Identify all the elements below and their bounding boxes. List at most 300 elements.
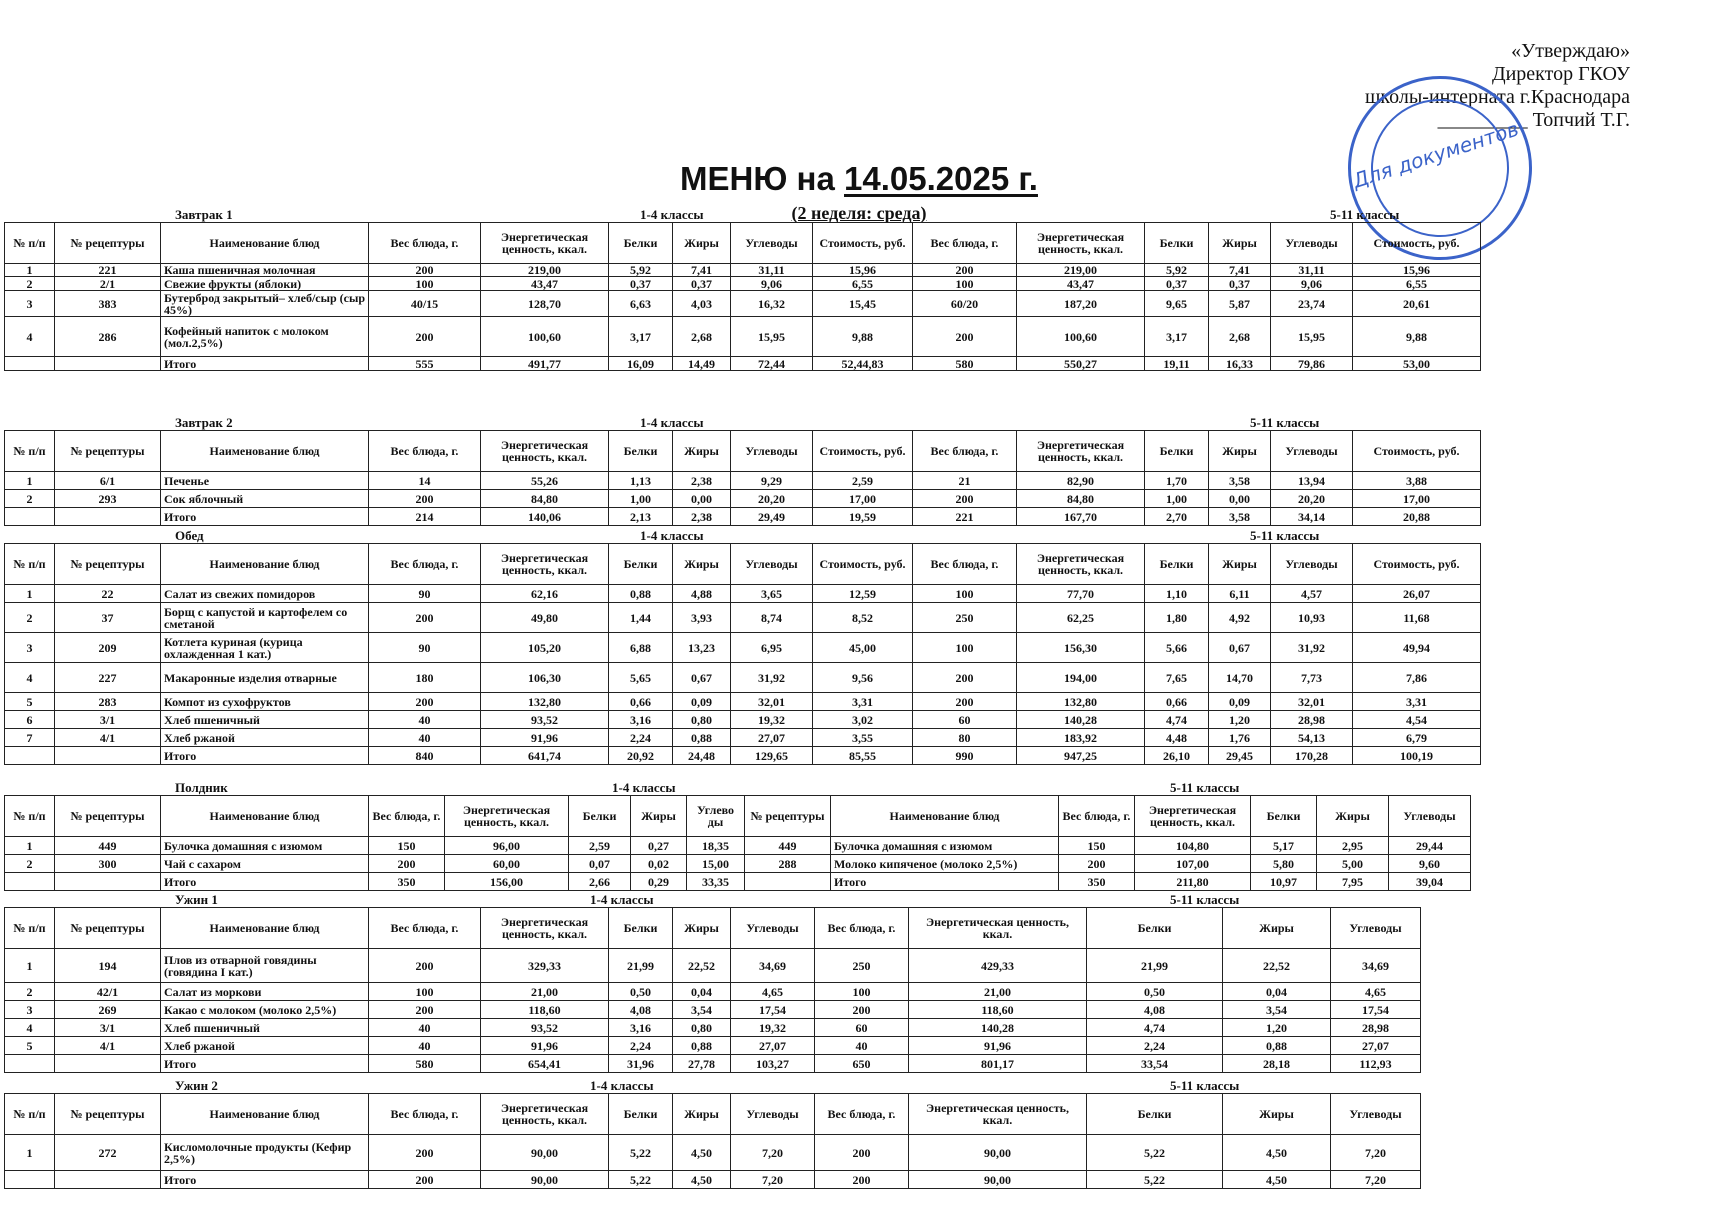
column-header-fat: Жиры <box>673 908 731 949</box>
column-header-carbs: Углеводы <box>731 544 813 585</box>
table-cell: 118,60 <box>909 1001 1087 1019</box>
table-cell: 21 <box>913 472 1017 490</box>
table-cell: 16,09 <box>609 357 673 371</box>
column-header-recipe: № рецептуры <box>55 1094 161 1135</box>
table-cell <box>5 357 55 371</box>
column-header-carbs: Углеводы <box>731 223 813 264</box>
table-header-row <box>5 431 1481 472</box>
table-cell: 200 <box>815 1171 909 1189</box>
table-cell: 10,93 <box>1271 603 1353 633</box>
table-cell: 1,13 <box>609 472 673 490</box>
column-header-fat: Жиры <box>1223 908 1331 949</box>
table-cell: 580 <box>913 357 1017 371</box>
table-cell: 200 <box>369 1171 481 1189</box>
table-cell: 7,41 <box>673 264 731 277</box>
column-header-cost: Стоимость, руб. <box>1353 223 1481 264</box>
table-cell: 1,44 <box>609 603 673 633</box>
table-cell: 6/1 <box>55 472 161 490</box>
table-cell: 19,32 <box>731 1019 815 1037</box>
table-cell: 103,27 <box>731 1055 815 1073</box>
dinner2-label-row <box>0 1078 1718 1092</box>
table-cell: 20,61 <box>1353 291 1481 317</box>
table-row <box>5 317 1481 357</box>
column-header-recipe_short: № рецептуры <box>745 796 831 837</box>
table-cell: Салат из свежих помидоров <box>161 585 369 603</box>
table-cell: 3,31 <box>1353 693 1481 711</box>
table-cell: 1,10 <box>1145 585 1209 603</box>
table-cell: 7,20 <box>731 1135 815 1171</box>
table-cell: 27,07 <box>731 729 813 747</box>
table-cell: 7,41 <box>1209 264 1271 277</box>
column-header-carbs: Углеводы <box>731 1094 815 1135</box>
table-cell: 27,07 <box>1331 1037 1421 1055</box>
column-header-carbs: Углеводы <box>731 431 813 472</box>
table-cell: 6,95 <box>731 633 813 663</box>
table-row <box>5 633 1481 663</box>
page-subtitle: (2 неделя: среда) <box>791 203 927 223</box>
column-header-energy: Энергетическая ценность, ккал. <box>481 223 609 264</box>
column-header-protein: Белки <box>1087 908 1223 949</box>
column-header-energy: Энергетическая ценность, ккал. <box>481 431 609 472</box>
table-cell: 0,37 <box>609 277 673 291</box>
table-cell: 1 <box>5 585 55 603</box>
table-cell: 72,44 <box>731 357 813 371</box>
table-cell: 5,87 <box>1209 291 1271 317</box>
table-cell: 2,66 <box>569 873 631 891</box>
table-cell: 34,69 <box>731 949 815 983</box>
table-row <box>5 277 1481 291</box>
table-cell: 12,59 <box>813 585 913 603</box>
table-cell: 194,00 <box>1017 663 1145 693</box>
table-cell: 300 <box>55 855 161 873</box>
column-header-weight: Вес блюда, г. <box>815 1094 909 1135</box>
table-cell: 84,80 <box>1017 490 1145 508</box>
table-cell: 0,66 <box>1145 693 1209 711</box>
table-cell: 0,50 <box>609 983 673 1001</box>
table-cell <box>55 1171 161 1189</box>
table-cell: 200 <box>913 317 1017 357</box>
table-cell: 15,96 <box>1353 264 1481 277</box>
total-row <box>5 747 1481 765</box>
table-cell: 3,65 <box>731 585 813 603</box>
table-cell: 9,56 <box>813 663 913 693</box>
table-cell: 31,92 <box>731 663 813 693</box>
table-cell: 4,74 <box>1087 1019 1223 1037</box>
table-cell: 80 <box>913 729 1017 747</box>
table-cell: 449 <box>745 837 831 855</box>
column-header-energy: Энергетическая ценность, ккал. <box>1135 796 1251 837</box>
table-cell <box>5 1171 55 1189</box>
table-cell: 227 <box>55 663 161 693</box>
table-cell: 211,80 <box>1135 873 1251 891</box>
table-row <box>5 983 1421 1001</box>
table-cell: 200 <box>369 855 445 873</box>
table-cell: 7,20 <box>1331 1135 1421 1171</box>
table-cell: 221 <box>913 508 1017 526</box>
table-cell: 26,07 <box>1353 585 1481 603</box>
table-cell: 200 <box>913 693 1017 711</box>
table-cell: 13,94 <box>1271 472 1353 490</box>
column-header-protein: Белки <box>609 544 673 585</box>
approval-line-2: Директор ГКОУ <box>1491 63 1630 85</box>
table-cell: 2 <box>5 603 55 633</box>
table-cell: 32,01 <box>731 693 813 711</box>
table-cell: 100 <box>913 633 1017 663</box>
table-cell: 100 <box>369 983 481 1001</box>
table-cell: 32,01 <box>1271 693 1353 711</box>
table-cell: 100,60 <box>1017 317 1145 357</box>
table-cell: 0,50 <box>1087 983 1223 1001</box>
column-header-dish: Наименование блюд <box>161 223 369 264</box>
total-row <box>5 1055 1421 1073</box>
table-cell: Итого <box>161 508 369 526</box>
column-header-num: № п/п <box>5 1094 55 1135</box>
table-header-row <box>5 1094 1421 1135</box>
table-cell: 39,04 <box>1389 873 1471 891</box>
table-cell <box>55 747 161 765</box>
table-cell: 90,00 <box>909 1135 1087 1171</box>
table-cell: 5,80 <box>1251 855 1317 873</box>
table-cell: 40 <box>815 1037 909 1055</box>
stamp-text: Для документов <box>1349 116 1522 193</box>
column-header-fat: Жиры <box>1209 431 1271 472</box>
table-cell: 491,77 <box>481 357 609 371</box>
table-cell: 33,35 <box>687 873 745 891</box>
table-cell: 18,35 <box>687 837 745 855</box>
table-cell: 14,49 <box>673 357 731 371</box>
table-cell: 167,70 <box>1017 508 1145 526</box>
table-cell: 0,37 <box>1209 277 1271 291</box>
column-header-energy: Энергетическая ценность, ккал. <box>445 796 569 837</box>
column-header-fat: Жиры <box>1317 796 1389 837</box>
dinner1-title: Ужин 1 <box>175 892 218 907</box>
dinner1-table <box>4 907 1421 1073</box>
column-header-weight: Вес блюда, г. <box>815 908 909 949</box>
table-cell: 8,52 <box>813 603 913 633</box>
column-header-num: № п/п <box>5 431 55 472</box>
table-row <box>5 490 1481 508</box>
column-header-protein: Белки <box>609 223 673 264</box>
column-header-weight: Вес блюда, г. <box>369 796 445 837</box>
dinner2-group-junior: 1-4 классы <box>590 1078 654 1093</box>
table-row <box>5 1037 1421 1055</box>
table-cell: 0,27 <box>631 837 687 855</box>
column-header-num: № п/п <box>5 223 55 264</box>
table-cell: 4 <box>5 1019 55 1037</box>
lunch-group-junior: 1-4 классы <box>640 528 704 543</box>
column-header-fat: Жиры <box>1209 223 1271 264</box>
table-cell: 100 <box>369 277 481 291</box>
table-cell: Итого <box>161 873 369 891</box>
table-cell: 3,02 <box>813 711 913 729</box>
dinner2-title: Ужин 2 <box>175 1078 218 1093</box>
table-cell: Печенье <box>161 472 369 490</box>
table-cell: 29,49 <box>731 508 813 526</box>
column-header-protein: Белки <box>609 1094 673 1135</box>
table-cell: 0,88 <box>673 1037 731 1055</box>
table-cell: 1,76 <box>1209 729 1271 747</box>
table-cell: 22,52 <box>673 949 731 983</box>
column-header-protein: Белки <box>609 431 673 472</box>
table-cell: 40 <box>369 1037 481 1055</box>
column-header-weight: Вес блюда, г. <box>913 223 1017 264</box>
column-header-weight: Вес блюда, г. <box>369 431 481 472</box>
breakfast2-group-junior: 1-4 классы <box>640 415 704 430</box>
column-header-carbs: Углеводы <box>731 908 815 949</box>
table-cell: 13,23 <box>673 633 731 663</box>
table-cell: 3,54 <box>1223 1001 1331 1019</box>
table-cell <box>5 508 55 526</box>
column-header-carbs: Углеводы <box>1331 908 1421 949</box>
table-cell: 4,08 <box>609 1001 673 1019</box>
table-cell: 31,11 <box>1271 264 1353 277</box>
breakfast1-group-senior: 5-11 классы <box>1330 207 1400 222</box>
table-cell: 93,52 <box>481 711 609 729</box>
total-row <box>5 508 1481 526</box>
column-header-recipe: № рецептуры <box>55 796 161 837</box>
table-cell: 2,70 <box>1145 508 1209 526</box>
table-cell: 19,59 <box>813 508 913 526</box>
table-cell: 293 <box>55 490 161 508</box>
column-header-weight: Вес блюда, г. <box>369 908 481 949</box>
table-cell: 17,00 <box>813 490 913 508</box>
table-cell <box>55 508 161 526</box>
table-cell: 2,24 <box>609 729 673 747</box>
table-cell: 183,92 <box>1017 729 1145 747</box>
table-cell: 10,97 <box>1251 873 1317 891</box>
table-cell: 0,88 <box>609 585 673 603</box>
table-cell: 0,09 <box>673 693 731 711</box>
table-cell: 4,08 <box>1087 1001 1223 1019</box>
table-cell: 2,38 <box>673 508 731 526</box>
table-cell: 7,73 <box>1271 663 1353 693</box>
column-header-cost: Стоимость, руб. <box>813 544 913 585</box>
table-cell <box>55 357 161 371</box>
table-cell: 0,37 <box>1145 277 1209 291</box>
table-cell: 5,22 <box>1087 1135 1223 1171</box>
table-cell: 580 <box>369 1055 481 1073</box>
column-header-fat: Жиры <box>673 223 731 264</box>
table-cell: 3/1 <box>55 1019 161 1037</box>
title-date: 14.05.2025 г. <box>844 160 1038 197</box>
table-cell: 20,20 <box>1271 490 1353 508</box>
table-cell: Кисломолочные продукты (Кефир 2,5%) <box>161 1135 369 1171</box>
table-cell: 209 <box>55 633 161 663</box>
table-cell: 54,13 <box>1271 729 1353 747</box>
column-header-fat: Жиры <box>1223 1094 1331 1135</box>
table-cell: 2/1 <box>55 277 161 291</box>
table-cell: 28,98 <box>1331 1019 1421 1037</box>
table-cell: 90 <box>369 633 481 663</box>
table-cell: 90,00 <box>909 1171 1087 1189</box>
table-cell: 0,07 <box>569 855 631 873</box>
table-header-row <box>5 544 1481 585</box>
table-cell: Хлеб пшеничный <box>161 711 369 729</box>
table-cell: 77,70 <box>1017 585 1145 603</box>
column-header-protein: Белки <box>1145 431 1209 472</box>
snack-label-row <box>0 780 1718 794</box>
table-cell: 3 <box>5 291 55 317</box>
table-cell: 2 <box>5 983 55 1001</box>
table-cell: 21,00 <box>909 983 1087 1001</box>
table-cell: 100,60 <box>481 317 609 357</box>
column-header-protein: Белки <box>609 908 673 949</box>
table-cell: 221 <box>55 264 161 277</box>
table-cell: 45,00 <box>813 633 913 663</box>
table-cell: 200 <box>369 1135 481 1171</box>
table-cell: 9,06 <box>731 277 813 291</box>
table-cell: 8,74 <box>731 603 813 633</box>
table-cell: 3 <box>5 633 55 663</box>
table-cell: 129,65 <box>731 747 813 765</box>
table-cell: Кофейный напиток с молоком (мол.2,5%) <box>161 317 369 357</box>
table-cell: 7,65 <box>1145 663 1209 693</box>
table-header-row <box>5 223 1481 264</box>
column-header-energy: Энергетическая ценность, ккал. <box>909 908 1087 949</box>
table-cell: Какао с молоком (молоко 2,5%) <box>161 1001 369 1019</box>
table-cell: 2,68 <box>1209 317 1271 357</box>
column-header-weight: Вес блюда, г. <box>913 544 1017 585</box>
column-header-recipe: № рецептуры <box>55 431 161 472</box>
table-cell: 1,20 <box>1223 1019 1331 1037</box>
lunch-group-senior: 5-11 классы <box>1250 528 1320 543</box>
table-cell: 140,28 <box>1017 711 1145 729</box>
table-cell: 11,68 <box>1353 603 1481 633</box>
table-cell: 49,94 <box>1353 633 1481 663</box>
snack-group-junior: 1-4 классы <box>612 780 676 795</box>
table-cell: Итого <box>161 357 369 371</box>
table-cell: 16,32 <box>731 291 813 317</box>
table-cell: Итого <box>831 873 1059 891</box>
table-cell: 128,70 <box>481 291 609 317</box>
column-header-weight: Вес блюда, г. <box>369 1094 481 1135</box>
table-row <box>5 949 1421 983</box>
table-cell: 200 <box>369 1001 481 1019</box>
column-header-protein: Белки <box>569 796 631 837</box>
table-cell: 650 <box>815 1055 909 1073</box>
table-cell: 350 <box>1059 873 1135 891</box>
table-cell: Сок яблочный <box>161 490 369 508</box>
table-cell: 90,00 <box>481 1135 609 1171</box>
table-row <box>5 585 1481 603</box>
table-cell: 0,88 <box>673 729 731 747</box>
column-header-protein: Белки <box>1145 544 1209 585</box>
column-header-energy: Энергетическая ценность, ккал. <box>481 544 609 585</box>
table-cell: 5,92 <box>1145 264 1209 277</box>
table-cell: 288 <box>745 855 831 873</box>
column-header-fat: Жиры <box>673 1094 731 1135</box>
table-cell: Хлеб ржаной <box>161 729 369 747</box>
table-cell: 214 <box>369 508 481 526</box>
table-cell: 6,55 <box>813 277 913 291</box>
table-cell: 91,96 <box>481 1037 609 1055</box>
table-cell: 52,44,83 <box>813 357 913 371</box>
table-cell: 286 <box>55 317 161 357</box>
table-cell: 1 <box>5 1135 55 1171</box>
table-cell: 40 <box>369 711 481 729</box>
dinner1-group-junior: 1-4 классы <box>590 892 654 907</box>
table-cell: 21,99 <box>1087 949 1223 983</box>
table-cell: 27,07 <box>731 1037 815 1055</box>
column-header-recipe: № рецептуры <box>55 223 161 264</box>
column-header-cost: Стоимость, руб. <box>813 223 913 264</box>
table-cell: Булочка домашняя с изюмом <box>161 837 369 855</box>
column-header-dish: Наименование блюд <box>831 796 1059 837</box>
table-cell: 40/15 <box>369 291 481 317</box>
snack-table <box>4 795 1471 891</box>
table-cell: 383 <box>55 291 161 317</box>
table-cell: 5,65 <box>609 663 673 693</box>
table-row <box>5 711 1481 729</box>
table-row <box>5 291 1481 317</box>
column-header-num: № п/п <box>5 796 55 837</box>
table-cell: 15,00 <box>687 855 745 873</box>
table-cell: Булочка домашняя с изюмом <box>831 837 1059 855</box>
table-cell: 4 <box>5 317 55 357</box>
column-header-protein: Белки <box>1087 1094 1223 1135</box>
table-cell: 180 <box>369 663 481 693</box>
table-cell: 28,18 <box>1223 1055 1331 1073</box>
table-cell: 7,95 <box>1317 873 1389 891</box>
table-cell: 82,90 <box>1017 472 1145 490</box>
table-cell: 1,00 <box>609 490 673 508</box>
table-cell: 1,80 <box>1145 603 1209 633</box>
table-cell: 107,00 <box>1135 855 1251 873</box>
table-cell: 990 <box>913 747 1017 765</box>
table-row <box>5 1135 1421 1171</box>
table-cell: Итого <box>161 1055 369 1073</box>
table-cell: 40 <box>369 729 481 747</box>
table-cell: 3/1 <box>55 711 161 729</box>
table-cell: 3,17 <box>609 317 673 357</box>
table-cell: 104,80 <box>1135 837 1251 855</box>
table-cell: 132,80 <box>481 693 609 711</box>
table-cell: 100,19 <box>1353 747 1481 765</box>
column-header-weight: Вес блюда, г. <box>369 544 481 585</box>
table-cell: 0,00 <box>1209 490 1271 508</box>
table-cell: 2,38 <box>673 472 731 490</box>
column-header-protein: Белки <box>1145 223 1209 264</box>
table-cell: 23,74 <box>1271 291 1353 317</box>
table-cell: 283 <box>55 693 161 711</box>
table-cell: 112,93 <box>1331 1055 1421 1073</box>
table-cell: 7,86 <box>1353 663 1481 693</box>
column-header-recipe: № рецептуры <box>55 908 161 949</box>
table-cell: 0,80 <box>673 711 731 729</box>
table-cell: 29,45 <box>1209 747 1271 765</box>
table-cell: 0,88 <box>1223 1037 1331 1055</box>
table-cell: 2,24 <box>1087 1037 1223 1055</box>
table-cell: 28,98 <box>1271 711 1353 729</box>
table-cell: 0,04 <box>1223 983 1331 1001</box>
table-cell: Бутерброд закрытый– хлеб/сыр (сыр 45%) <box>161 291 369 317</box>
dinner2-table <box>4 1093 1421 1189</box>
table-cell: 2,95 <box>1317 837 1389 855</box>
table-cell: 0,09 <box>1209 693 1271 711</box>
table-cell: 5,22 <box>1087 1171 1223 1189</box>
column-header-carbs: Углеводы <box>1271 223 1353 264</box>
table-cell: 17,54 <box>731 1001 815 1019</box>
table-cell: 150 <box>1059 837 1135 855</box>
table-cell: Салат из моркови <box>161 983 369 1001</box>
table-cell: 16,33 <box>1209 357 1271 371</box>
table-cell: 4,48 <box>1145 729 1209 747</box>
table-cell: 100 <box>815 983 909 1001</box>
table-cell: 9,65 <box>1145 291 1209 317</box>
table-cell: 2 <box>5 277 55 291</box>
table-cell: 5 <box>5 693 55 711</box>
table-cell <box>55 1055 161 1073</box>
